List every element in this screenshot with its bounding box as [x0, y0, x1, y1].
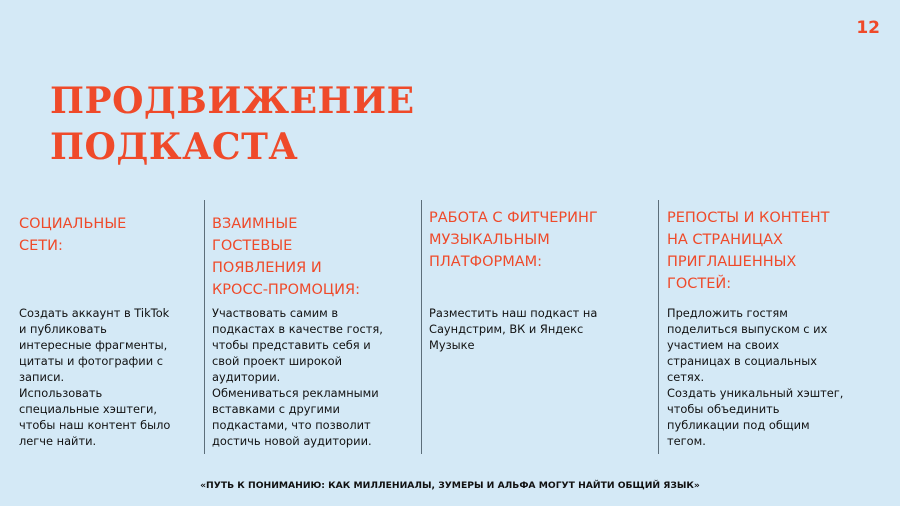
- column-heading: СОЦИАЛЬНЫЕ СЕТИ:: [19, 216, 127, 254]
- column-heading: РЕПОСТЫ И КОНТЕНТ НА СТРАНИЦАХ ПРИГЛАШЕННЫХ ГОСТЕЙ:: [667, 210, 830, 292]
- column-body: Разместить наш подкаст на Саундстрим, ВК и Яндекс Музыке: [429, 306, 598, 352]
- title-line-2: ПОДКАСТА: [50, 126, 299, 168]
- column-social-networks: [0, 200, 205, 454]
- column-heading: ВЗАИМНЫЕ ГОСТЕВЫЕ ПОЯВЛЕНИЯ И КРОСС-ПРОМОЦИЯ:: [212, 216, 360, 298]
- title-line-1: ПРОДВИЖЕНИЕ: [50, 80, 415, 122]
- slide-title: [50, 78, 470, 170]
- page-number: 12: [856, 18, 880, 38]
- column-reposts: [658, 200, 900, 454]
- footer-caption: «ПУТЬ К ПОНИМАНИЮ: КАК МИЛЛЕНИАЛЫ, ЗУМЕРЫ И АЛЬФА МОГУТ НАЙТИ ОБЩИЙ ЯЗЫК»: [200, 480, 700, 491]
- column-body: Создать аккаунт в TikTok и публиковать интересные фрагменты, цитаты и фотографии с записи. Использовать специальные хэштеги, чтобы наш контент было легче найти.: [19, 306, 171, 448]
- column-guest-appearances: [204, 200, 422, 454]
- column-heading: РАБОТА С ФИТЧЕРИНГ МУЗЫКАЛЬНЫМ ПЛАТФОРМАМ:: [429, 210, 598, 270]
- column-body: Предложить гостям поделиться выпуском с их участием на своих страницах в социальных сетях. Создать уникальный хэштег, чтобы объединить публикации под общим тегом.: [667, 306, 844, 448]
- column-music-platforms: [421, 200, 659, 454]
- column-body: Участвовать самим в подкастах в качестве гостя, чтобы представить себя и свой проект широкой аудитории. Обмениваться рекламными вставками с другими подкастами, что позволит достичь новой аудитории.: [212, 306, 383, 448]
